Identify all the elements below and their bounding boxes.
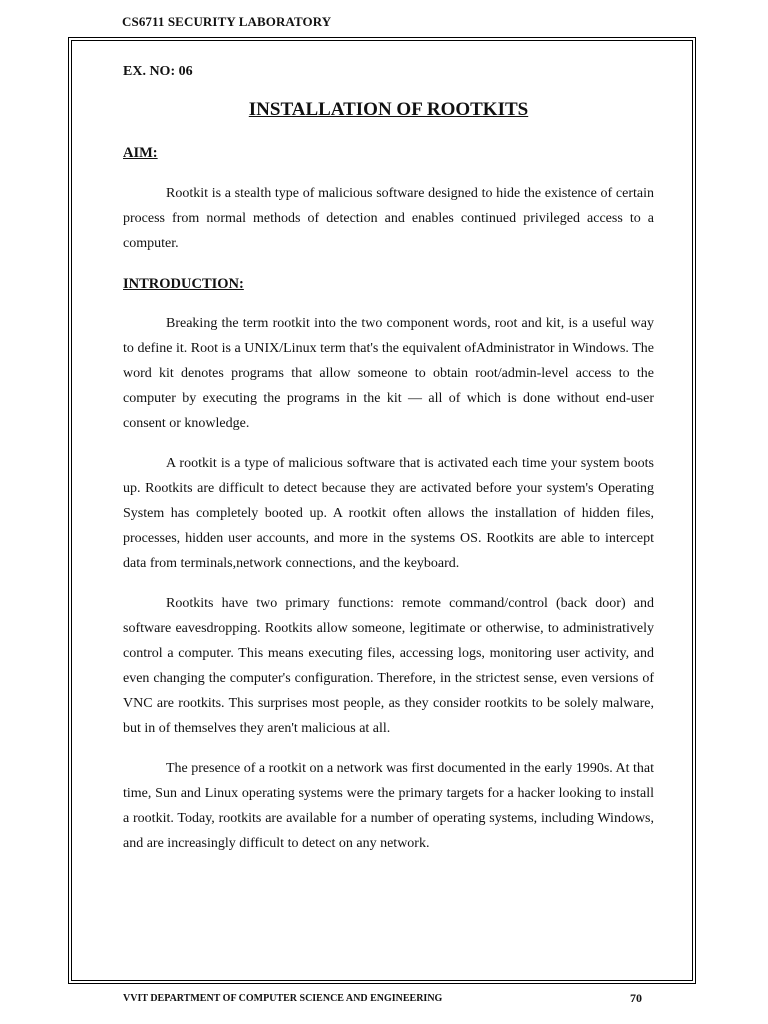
intro-paragraph-3: Rootkits have two primary functions: remote command/control (back door) and software eavesdropping. Rootkits allow someone, legitimate or otherwise, to administratively control a computer. This means executing files, accessing logs, monitoring user activity, and even changing the computer's configuration. Therefore, in the strictest sense, even versions of VNC are rootkits. This surprises most people, as they consider rootkits to be solely malware, but in of themselves they aren't malicious at all. [123,596,654,736]
running-header: CS6711 SECURITY LABORATORY [122,14,332,29]
intro-paragraph-1: Breaking the term rootkit into the two component words, root and kit, is a useful way to define it. Root is a UNIX/Linux term that's the equivalent ofAdministrator in Windows. The word kit denotes programs that allow someone to obtain root/admin-level access to the computer by executing the programs in the kit — all of which is done without end-user consent or knowledge. [123,316,654,431]
exercise-title: INSTALLATION OF ROOTKITS [248,99,529,120]
exercise-number: EX. NO: 06 [123,64,193,79]
page-number: 70 [630,991,642,1005]
intro-paragraph-2: A rootkit is a type of malicious software that is activated each time your system boots up. Rootkits are difficult to detect because they are activated before your system's Operating System has completely booted up. A rootkit often allows the installation of hidden files, processes, hidden user accounts, and more in the systems OS. Rootkits are able to intercept data from terminals,network connections, and the keyboard. [123,456,654,571]
aim-heading: AIM: [123,145,158,161]
aim-paragraph: Rootkit is a stealth type of malicious software designed to hide the existence of certain process from normal methods of detection and enables continued privileged access to a computer. [123,186,654,251]
introduction-heading: INTRODUCTION: [123,276,244,292]
page-content [123,62,654,856]
footer-department: VVIT DEPARTMENT OF COMPUTER SCIENCE AND ENGINEERING [123,993,443,1004]
intro-paragraph-4: The presence of a rootkit on a network was first documented in the early 1990s. At that time, Sun and Linux operating systems were the primary targets for a hacker looking to install a rootkit. Today, rootkits are available for a number of operating systems, including Windows, and are increasingly difficult to detect on any network. [123,761,654,851]
